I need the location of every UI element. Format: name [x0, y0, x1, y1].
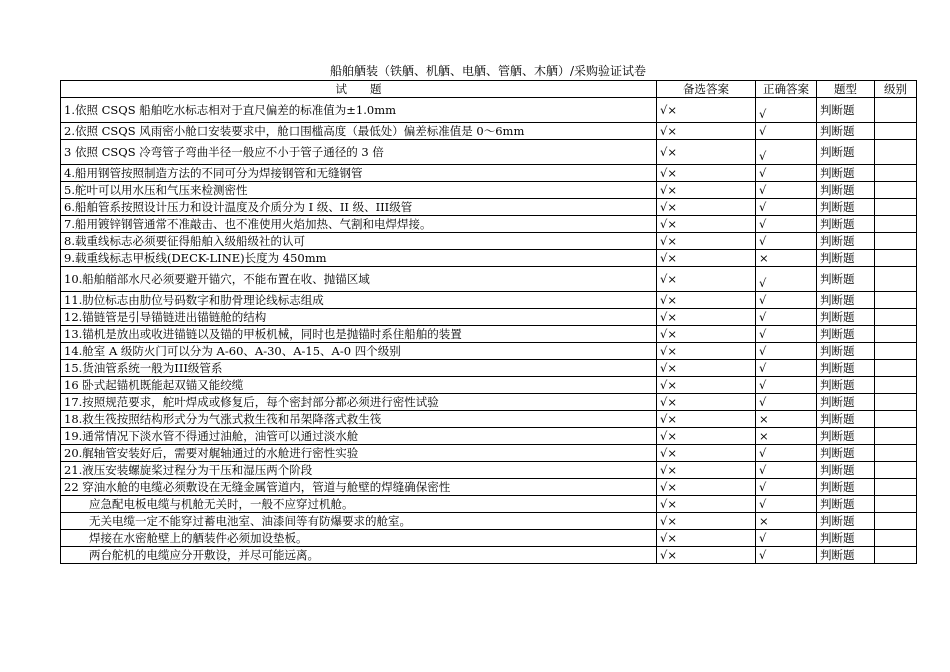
answer-cell: √ [756, 140, 817, 165]
question-cell: 4.船用钢管按照制造方法的不同可分为焊接钢管和无缝钢管 [61, 165, 657, 182]
table-row [61, 182, 917, 199]
question-cell: 10.船舶艏部水尺必须要避开锚穴，不能布置在收、抛锚区域 [61, 267, 657, 292]
type-cell: 判断题 [817, 123, 875, 140]
answer-cell: √ [756, 233, 817, 250]
question-cell: 19.通常情况下淡水管不得通过油舱，油管可以通过淡水舱 [61, 428, 657, 445]
table-row [61, 445, 917, 462]
level-cell [875, 445, 917, 462]
options-cell: √× [657, 292, 756, 309]
type-cell: 判断题 [817, 530, 875, 547]
table-row [61, 428, 917, 445]
level-cell [875, 360, 917, 377]
question-cell: 18.救生筏按照结构形式分为气涨式救生筏和吊架降落式救生筏 [61, 411, 657, 428]
type-cell: 判断题 [817, 165, 875, 182]
type-cell: 判断题 [817, 309, 875, 326]
options-cell: √× [657, 140, 756, 165]
table-row [61, 479, 917, 496]
type-cell: 判断题 [817, 343, 875, 360]
type-cell: 判断题 [817, 377, 875, 394]
answer-cell: √ [756, 216, 817, 233]
question-cell: 两台舵机的电缆应分开敷设，并尽可能远离。 [61, 547, 657, 564]
options-cell: √× [657, 530, 756, 547]
level-cell [875, 343, 917, 360]
table-row [61, 377, 917, 394]
question-cell: 8.载重线标志必须要征得船舶入级船级社的认可 [61, 233, 657, 250]
level-cell [875, 182, 917, 199]
type-cell: 判断题 [817, 445, 875, 462]
question-cell: 9.载重线标志甲板线(DECK-LINE)长度为 450mm [61, 250, 657, 267]
level-cell [875, 216, 917, 233]
level-cell [875, 326, 917, 343]
question-cell: 12.锚链管是引导锚链进出锚链舱的结构 [61, 309, 657, 326]
level-cell [875, 233, 917, 250]
type-cell: 判断题 [817, 428, 875, 445]
table-row [61, 411, 917, 428]
exam-table [60, 80, 917, 564]
options-cell: √× [657, 182, 756, 199]
type-cell: 判断题 [817, 267, 875, 292]
options-cell: √× [657, 250, 756, 267]
options-cell: √× [657, 462, 756, 479]
options-cell: √× [657, 165, 756, 182]
answer-cell: √ [756, 360, 817, 377]
table-row [61, 496, 917, 513]
level-cell [875, 267, 917, 292]
type-cell: 判断题 [817, 98, 875, 123]
answer-cell: √ [756, 98, 817, 123]
question-cell: 1.依照 CSQS 船舶吃水标志相对于直尺偏差的标准值为±1.0mm [61, 98, 657, 123]
answer-cell: √ [756, 462, 817, 479]
answer-cell: √ [756, 309, 817, 326]
question-cell: 14.舱室 A 级防火门可以分为 A-60、A-30、A-15、A-0 四个级别 [61, 343, 657, 360]
question-cell: 20.艉轴管安装好后，需要对艉轴通过的水舱进行密性实验 [61, 445, 657, 462]
table-row [61, 250, 917, 267]
level-cell [875, 479, 917, 496]
table-row [61, 343, 917, 360]
question-cell: 16 卧式起锚机既能起双锚又能绞缆 [61, 377, 657, 394]
answer-cell: √ [756, 479, 817, 496]
answer-cell: √ [756, 199, 817, 216]
question-cell: 6.船舶管系按照设计压力和设计温度及介质分为 I 级、II 级、III级管 [61, 199, 657, 216]
question-cell: 15.货油管系统一般为III级管系 [61, 360, 657, 377]
answer-cell: × [756, 513, 817, 530]
type-cell: 判断题 [817, 250, 875, 267]
options-cell: √× [657, 445, 756, 462]
question-cell: 无关电缆一定不能穿过蓄电池室、油漆间等有防爆要求的舱室。 [61, 513, 657, 530]
level-cell [875, 165, 917, 182]
options-cell: √× [657, 360, 756, 377]
table-row [61, 326, 917, 343]
level-cell [875, 496, 917, 513]
level-cell [875, 547, 917, 564]
type-cell: 判断题 [817, 547, 875, 564]
header-level: 级别 [875, 81, 917, 98]
options-cell: √× [657, 343, 756, 360]
answer-cell: √ [756, 267, 817, 292]
options-cell: √× [657, 199, 756, 216]
options-cell: √× [657, 216, 756, 233]
table-row [61, 530, 917, 547]
table-row [61, 165, 917, 182]
answer-cell: × [756, 411, 817, 428]
type-cell: 判断题 [817, 233, 875, 250]
level-cell [875, 394, 917, 411]
table-row [61, 547, 917, 564]
table-body [61, 98, 917, 564]
answer-cell: √ [756, 343, 817, 360]
answer-cell: √ [756, 394, 817, 411]
table-row [61, 513, 917, 530]
answer-cell: √ [756, 496, 817, 513]
options-cell: √× [657, 98, 756, 123]
level-cell [875, 199, 917, 216]
type-cell: 判断题 [817, 360, 875, 377]
header-type: 题型 [817, 81, 875, 98]
type-cell: 判断题 [817, 199, 875, 216]
table-row [61, 360, 917, 377]
answer-cell: × [756, 250, 817, 267]
level-cell [875, 530, 917, 547]
level-cell [875, 411, 917, 428]
table-row [61, 216, 917, 233]
options-cell: √× [657, 377, 756, 394]
answer-cell: √ [756, 123, 817, 140]
type-cell: 判断题 [817, 462, 875, 479]
table-row [61, 233, 917, 250]
table-row [61, 140, 917, 165]
question-cell: 焊接在水密舱壁上的舾装件必须加设垫板。 [61, 530, 657, 547]
options-cell: √× [657, 479, 756, 496]
table-row [61, 462, 917, 479]
table-row [61, 267, 917, 292]
answer-cell: √ [756, 326, 817, 343]
question-cell: 21.液压安装螺旋桨过程分为干压和湿压两个阶段 [61, 462, 657, 479]
answer-cell: √ [756, 377, 817, 394]
table-row [61, 309, 917, 326]
document-title: 船舶舾装（铁舾、机舾、电舾、管舾、木舾）/采购验证试卷 [329, 64, 647, 78]
type-cell: 判断题 [817, 182, 875, 199]
type-cell: 判断题 [817, 216, 875, 233]
type-cell: 判断题 [817, 394, 875, 411]
level-cell [875, 309, 917, 326]
level-cell [875, 377, 917, 394]
options-cell: √× [657, 513, 756, 530]
question-cell: 11.肋位标志由肋位号码数字和肋骨理论线标志组成 [61, 292, 657, 309]
question-cell: 7.船用镀锌钢管通常不准敲击、也不准使用火焰加热、气割和电焊焊接。 [61, 216, 657, 233]
table-row [61, 123, 917, 140]
question-cell: 3 依照 CSQS 冷弯管子弯曲半径一般应不小于管子通径的 3 倍 [61, 140, 657, 165]
level-cell [875, 292, 917, 309]
answer-cell: √ [756, 445, 817, 462]
answer-cell: √ [756, 165, 817, 182]
options-cell: √× [657, 547, 756, 564]
answer-cell: × [756, 428, 817, 445]
options-cell: √× [657, 411, 756, 428]
level-cell [875, 140, 917, 165]
level-cell [875, 462, 917, 479]
table-row [61, 292, 917, 309]
level-cell [875, 123, 917, 140]
question-cell: 应急配电板电缆与机舱无关时，一般不应穿过机舱。 [61, 496, 657, 513]
level-cell [875, 513, 917, 530]
type-cell: 判断题 [817, 292, 875, 309]
header-options: 备选答案 [657, 81, 756, 98]
header-question: 试 题 [61, 81, 657, 98]
level-cell [875, 428, 917, 445]
options-cell: √× [657, 428, 756, 445]
table-header-row [61, 81, 917, 98]
options-cell: √× [657, 326, 756, 343]
table-row [61, 199, 917, 216]
options-cell: √× [657, 496, 756, 513]
type-cell: 判断题 [817, 326, 875, 343]
answer-cell: √ [756, 292, 817, 309]
type-cell: 判断题 [817, 140, 875, 165]
table-row [61, 98, 917, 123]
header-answer: 正确答案 [756, 81, 817, 98]
question-cell: 17.按照规范要求，舵叶焊成或修复后，每个密封部分都必须进行密性试验 [61, 394, 657, 411]
type-cell: 判断题 [817, 479, 875, 496]
question-cell: 13.锚机是放出或收进锚链以及锚的甲板机械，同时也是抛锚时系住船舶的装置 [61, 326, 657, 343]
type-cell: 判断题 [817, 496, 875, 513]
options-cell: √× [657, 267, 756, 292]
answer-cell: √ [756, 547, 817, 564]
level-cell [875, 98, 917, 123]
options-cell: √× [657, 309, 756, 326]
options-cell: √× [657, 394, 756, 411]
question-cell: 5.舵叶可以用水压和气压来检测密性 [61, 182, 657, 199]
options-cell: √× [657, 123, 756, 140]
table-row [61, 394, 917, 411]
options-cell: √× [657, 233, 756, 250]
type-cell: 判断题 [817, 513, 875, 530]
question-cell: 2.依照 CSQS 风雨密小舱口安装要求中，舱口围槛高度（最低处）偏差标准值是 0～6mm [61, 123, 657, 140]
question-cell: 22 穿油水舱的电缆必须敷设在无缝金属管道内，管道与舱壁的焊缝确保密性 [61, 479, 657, 496]
type-cell: 判断题 [817, 411, 875, 428]
answer-cell: √ [756, 530, 817, 547]
answer-cell: √ [756, 182, 817, 199]
level-cell [875, 250, 917, 267]
